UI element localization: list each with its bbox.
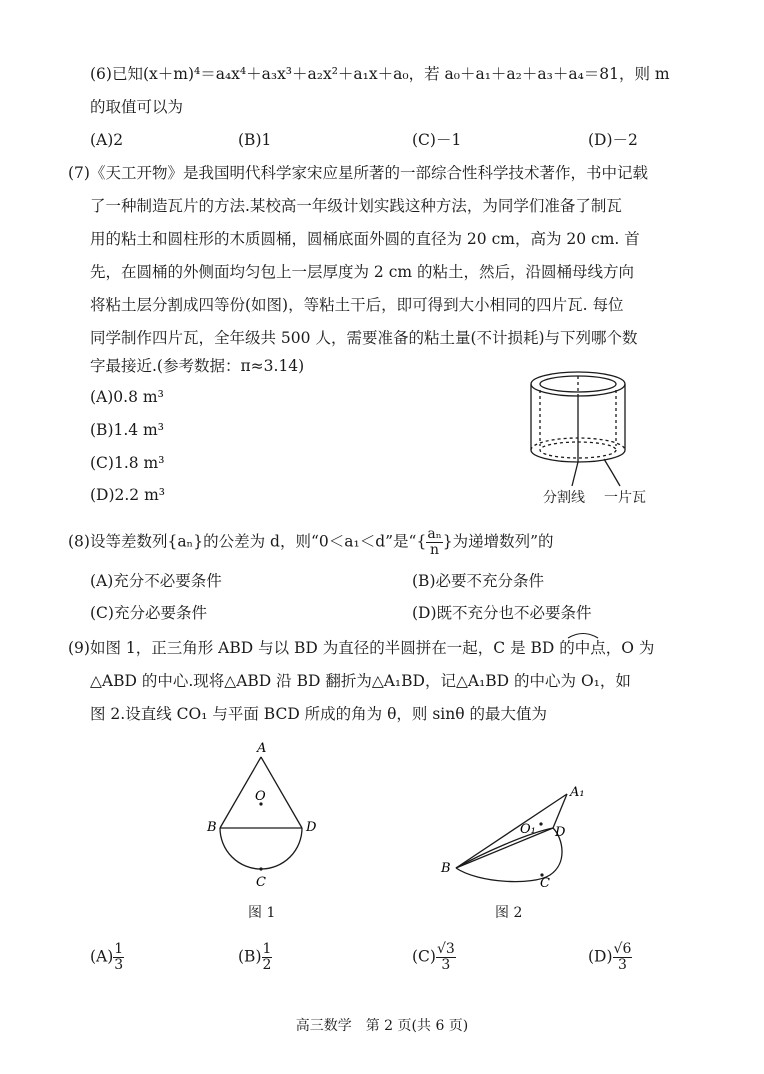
q9-line-2: △ABD 的中心.现将△ABD 沿 BD 翻折为△A₁BD，记△A₁BD 的中心为 O₁，如 (90, 672, 631, 690)
fig1-label-d: D (306, 820, 317, 835)
fig1-label-a: A (257, 741, 267, 756)
q9-option-c-num: √3 (436, 941, 455, 957)
q9-option-b-label: (B) (238, 947, 262, 966)
q7-option-d: (D)2.2 m³ (90, 486, 166, 504)
q8-fraction (426, 527, 442, 558)
q9-option-c-den: 3 (441, 957, 451, 973)
q7-option-b: (B)1.4 m³ (90, 421, 164, 439)
q6-line-2: 的取值可以为 (90, 98, 184, 116)
q8-fraction-denominator: n (430, 542, 440, 558)
q6-option-c: (C)－1 (412, 131, 462, 149)
q6-option-a: (A)2 (90, 131, 124, 149)
q9-option-d-num: √6 (613, 941, 632, 957)
q8-option-b: (B)必要不充分条件 (412, 572, 544, 590)
fig1-caption: 图 1 (248, 905, 276, 921)
fig2-label-o1: O₁ (520, 822, 536, 837)
q9-line-1: (9)如图 1，正三角形 ABD 与以 BD 为直径的半圆拼在一起，C 是 BD 的中点，O 为 (68, 639, 655, 657)
q7-line-4: 先，在圆桶的外侧面均匀包上一层厚度为 2 cm 的粘土，然后，沿圆桶母线方向 (90, 263, 635, 281)
q7-option-a: (A)0.8 m³ (90, 388, 164, 406)
fig1-label-b: B (207, 820, 217, 835)
q9-option-b-num: 1 (262, 941, 272, 957)
q6-option-b: (B)1 (238, 131, 272, 149)
q8-option-d: (D)既不充分也不必要条件 (412, 604, 592, 622)
q9-option-c (412, 942, 456, 973)
q9-option-a-num: 1 (114, 941, 124, 957)
fig1-label-c: C (256, 875, 266, 888)
q9-option-a-den: 3 (114, 957, 124, 973)
fig2-label-c: C (540, 876, 550, 891)
q8-stem-prefix: (8)设等差数列{aₙ}的公差为 d，则“0＜a₁＜d”是“{ (68, 532, 427, 551)
figure-1 (200, 738, 340, 888)
q9-option-b-den: 2 (262, 957, 272, 973)
q6-option-d: (D)－2 (588, 131, 638, 149)
q8-stem (68, 527, 554, 558)
q7-line-1: (7)《天工开物》是我国明代科学家宋应星所著的一部综合性科学技术著作，书中记载 (68, 164, 648, 182)
q9-option-a-label: (A) (90, 947, 114, 966)
arc-mark (566, 629, 600, 639)
fig1-label-o: O (255, 789, 266, 804)
q6-line-1: (6)已知(x＋m)⁴＝a₄x⁴＋a₃x³＋a₂x²＋a₁x＋a₀，若 a₀＋a₁＋a₂＋a₃＋a₄＝81，则 m (90, 65, 670, 83)
q9-option-c-label: (C) (412, 947, 436, 966)
fig2-label-d: D (555, 825, 566, 840)
page-footer: 高三数学 第 2 页(共 6 页) (295, 1018, 469, 1034)
q9-line-3: 图 2.设直线 CO₁ 与平面 BCD 所成的角为 θ，则 sinθ 的最大值为 (90, 705, 548, 723)
fig2-label-b: B (441, 861, 451, 876)
q7-line-5: 将粘土层分割成四等份(如图)，等粘土干后，即可得到大小相同的四片瓦. 每位 (90, 296, 624, 314)
q7-line-2: 了一种制造瓦片的方法.某校高一年级计划实践这种方法，为同学们准备了制瓦 (90, 197, 622, 215)
fig2-caption: 图 2 (495, 905, 523, 921)
q8-stem-suffix: }为递增数列”的 (442, 532, 554, 551)
q9-option-b (238, 942, 272, 973)
q7-option-c: (C)1.8 m³ (90, 454, 165, 472)
cut-line-label: 分割线 (543, 490, 585, 506)
q9-option-d (588, 942, 632, 973)
q7-line-3: 用的粘土和圆柱形的木质圆桶，圆桶底面外圆的直径为 20 cm，高为 20 cm. 首 (90, 230, 640, 248)
q7-line-6: 同学制作四片瓦，全年级共 500 人，需要准备的粘土量(不计损耗)与下列哪个数 (90, 329, 638, 347)
figure-2 (438, 778, 598, 898)
q9-option-d-label: (D) (588, 947, 613, 966)
fig2-label-a1: A₁ (570, 785, 585, 800)
tile-label: 一片瓦 (604, 490, 646, 506)
q8-fraction-numerator: aₙ (427, 526, 442, 542)
q9-option-a (90, 942, 124, 973)
q8-option-a: (A)充分不必要条件 (90, 572, 222, 590)
q8-option-c: (C)充分必要条件 (90, 604, 207, 622)
q9-option-d-den: 3 (617, 957, 627, 973)
q7-line-7: 字最接近.(参考数据：π≈3.14) (90, 357, 305, 375)
